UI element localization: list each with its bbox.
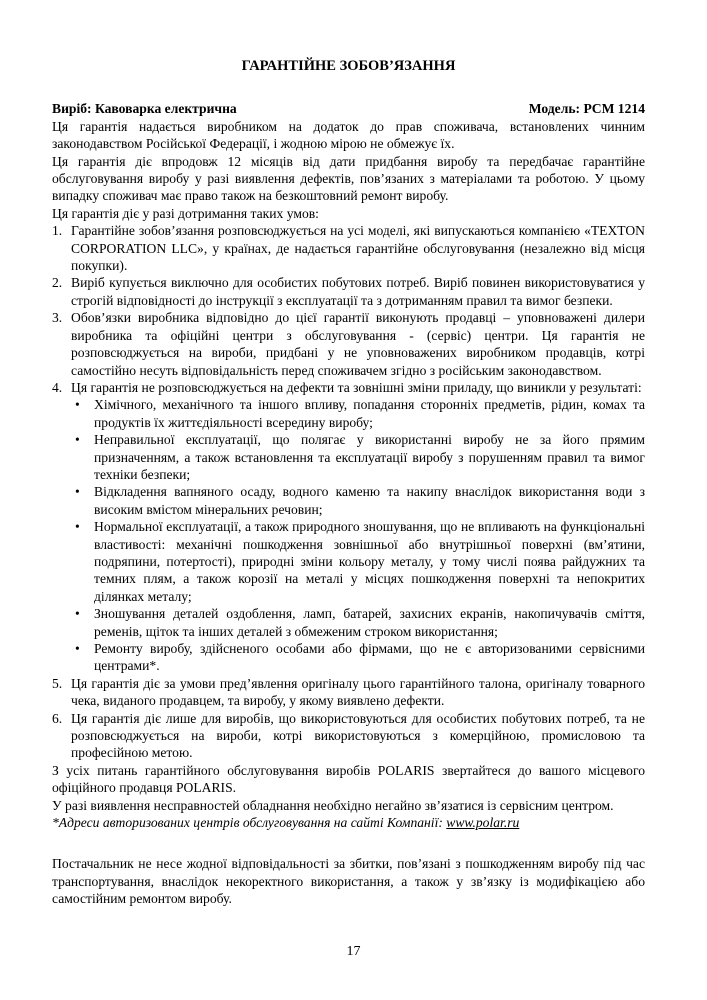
condition-number: 1. [52,223,63,239]
condition-item [52,379,645,675]
disclaimer-paragraph: Постачальник не несе жодної відповідальності за збитки, пов’язані з пошкодженням виробу під час транспортування, внаслідок некоректного використання, а також у зв’язку із модифікацією або самостійним ремонтом виробу. [52,856,645,907]
intro-paragraph: Ця гарантія діє впродовж 12 місяців від дати придбання виробу та передбачає гарантійне обслуговування виробу у разі виявлення дефектів, пов’язаних з матеріалами та роботою. У цьому випадку споживач має право також на безкоштовний ремонт виробу. [52,153,645,204]
exclusion-text: Ремонту виробу, здійсненого особами або фірмами, що не є авторизованими сервісними центрами*. [94,641,645,674]
condition-number: 6. [52,710,63,726]
condition-text: Обов’язки виробника відповідно до цієї гарантії виконують продавці – уповноважені дилери виробника та офіційні центри з обслуговування - (сервіс) центри. Ця гарантія не розповсюджується на вироби, придбані у не уповноважених виробником продавців, котрі самостійно несуть відповідальність перед споживачем згідно з російським законодавством. [71,310,645,378]
closing-paragraph: У разі виявлення несправностей обладнання необхідно негайно зв’язатися із сервісним центром. [52,797,614,813]
product-line [52,100,645,117]
exclusion-item [71,518,645,605]
bullet-icon: • [75,397,80,413]
product-label: Виріб: Кавоварка електрична [52,101,237,117]
model-label: Модель: PCM 1214 [528,101,645,117]
exclusion-text: Хімічного, механічного та іншого впливу, попадання сторонніх предметів, рідин, комах та продуктів їх життєдіяльності всередину виробу; [94,397,645,430]
bullet-icon: • [75,519,80,535]
closing-paragraph: З усіх питань гарантійного обслуговування виробів POLARIS звертайтеся до вашого місцевого офіційного продавця POLARIS. [52,762,645,796]
exclusions-list [71,396,645,675]
exclusion-text: Відкладення вапняного осаду, водного каменю та накипу внаслідок використання води з високим вмістом мінеральних речовин; [94,484,645,517]
page-title: ГАРАНТІЙНЕ ЗОБОВ’ЯЗАННЯ [241,58,456,74]
spacer [52,831,645,855]
condition-text: Ця гарантія не розповсюджується на дефекти та зовнішні зміни приладу, що виникли у результаті: [71,379,642,395]
exclusion-item [71,431,645,483]
condition-number: 5. [52,675,63,691]
exclusion-item [71,605,645,640]
exclusion-item [71,483,645,518]
bullet-icon: • [75,432,80,448]
condition-text: Виріб купується виключно для особистих побутових потреб. Виріб повинен використовуватися у строгій відповідності до інструкції з експлуатації та з дотриманням правил та вимог безпеки. [71,275,645,308]
condition-item [52,710,645,762]
exclusion-text: Неправильної експлуатації, що полягає у використанні виробу не за його прямим призначенням, а також встановлення та експлуатації виробу з порушенням правил та вимог техніки безпеки; [94,432,645,482]
condition-item [52,222,645,274]
bullet-icon: • [75,641,80,656]
condition-text: Ця гарантія діє за умови пред’явлення оригіналу цього гарантійного талона, оригіналу товарного чека, виданого продавцем, та виробу, у якому виявлено дефекти. [71,675,645,709]
exclusion-text: Нормальної експлуатації, а також природного зношування, що не впливають на функціональні властивості: механічні пошкодження зовнішньої або внутрішньої поверхні (вм’ятини, подряпини, потертості), природні зміни кольору металу, у тому числі поява райдужних та темних плям, а також корозії на металі у місцях пошкодження поверхні та непокритих ділянках металу; [94,519,645,604]
exclusion-text: Зношування деталей оздоблення, ламп, батарей, захисних екранів, накопичувачів сміття, ременів, щіток та інших деталей з обмеженим строком використання; [94,606,645,639]
website-link[interactable]: www.polar.ru [446,815,520,831]
footnote [52,814,645,831]
condition-text: Гарантійне зобов’язання розповсюджується на усі моделі, які випускаються компанією «TEXTON CORPORATION LLC», у країнах, де надається гарантійне обслуговування (незалежно від місця покупки). [71,223,645,274]
footnote-text: *Адреси авторизованих центрів обслуговування на сайті Компанії: [52,815,447,831]
condition-number: 4. [52,379,63,395]
intro-paragraph: Ця гарантія надається виробником на додаток до прав споживача, встановлених чинним законодавством Російської Федерації, і жодною мірою не обмежує їх. [52,118,645,152]
condition-item [52,675,645,710]
condition-text: Ця гарантія діє лише для виробів, що використовуються для особистих побутових потреб, та не розповсюджується на вироби, котрі використовуються з комерційною, промисловою та професійною метою. [71,710,645,761]
condition-item [52,274,645,309]
condition-number: 3. [52,310,63,326]
exclusion-item [71,640,645,675]
bullet-icon: • [75,606,80,622]
intro-paragraph: Ця гарантія діє у разі дотримання таких умов: [52,205,319,221]
page-content [52,58,645,908]
bullet-icon: • [75,484,80,500]
page-number: 17 [346,944,361,959]
condition-item [52,309,645,379]
condition-number: 2. [52,275,63,291]
exclusion-item [71,396,645,431]
conditions-list [52,222,645,762]
